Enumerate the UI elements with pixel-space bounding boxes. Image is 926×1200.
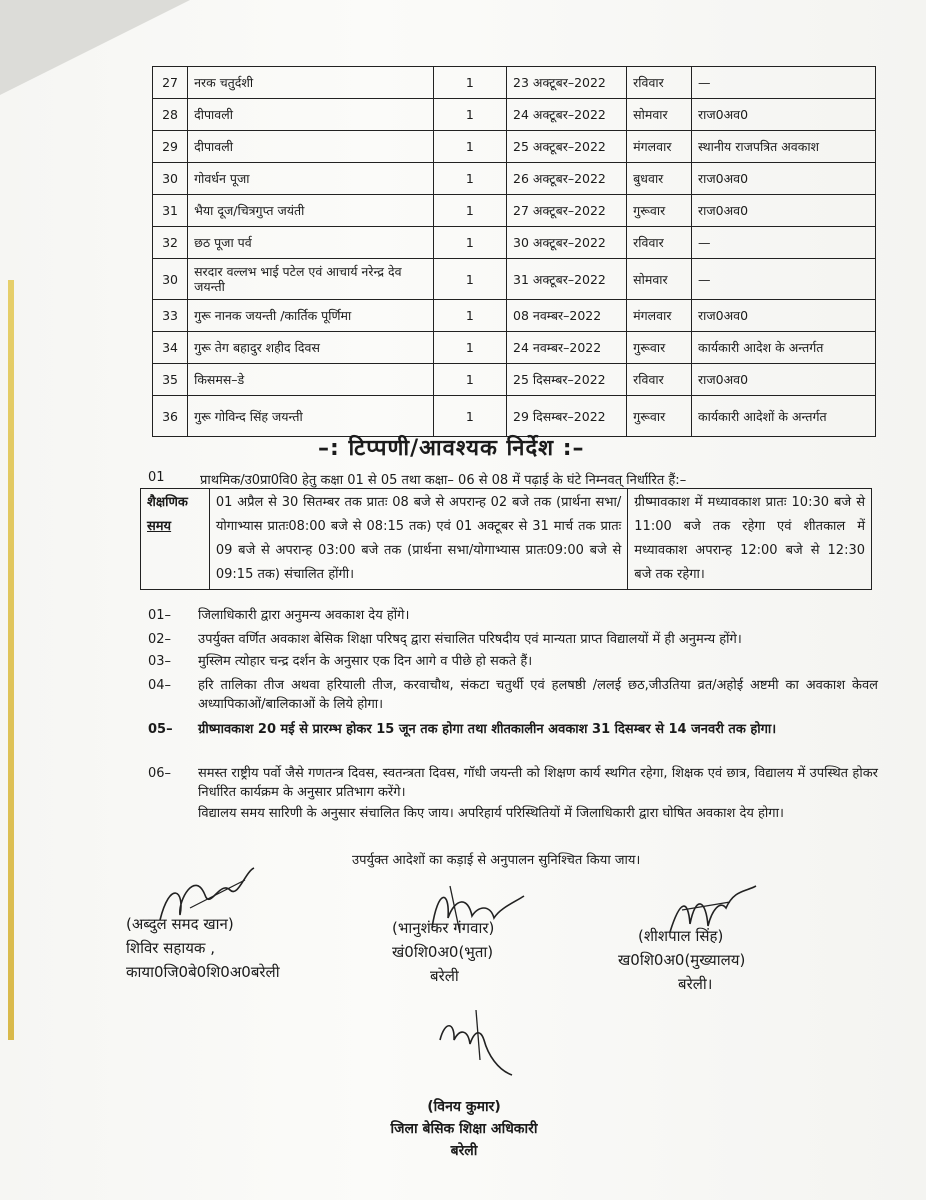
holiday-date: 24 नवम्बर–2022: [507, 332, 627, 364]
holiday-number: 28: [153, 99, 188, 131]
holiday-date: 23 अक्टूबर–2022: [507, 67, 627, 99]
holiday-days: 1: [433, 300, 506, 332]
holiday-date: 24 अक्टूबर–2022: [507, 99, 627, 131]
schedule-label: [141, 489, 210, 590]
table-row: [153, 396, 876, 437]
signatory-office: बरेली: [430, 967, 459, 985]
holiday-days: 1: [433, 163, 506, 195]
holiday-days: 1: [433, 227, 506, 259]
holiday-name: भैया दूज/चित्रगुप्त जयंती: [188, 195, 434, 227]
holiday-name: किसमस–डे: [188, 364, 434, 396]
note-number: 04–: [148, 678, 172, 693]
final-signatory-name: (विनय कुमार): [427, 1099, 501, 1115]
note-number: 03–: [148, 654, 172, 669]
page-edge-strip: [8, 280, 14, 1040]
holiday-weekday: बुधवार: [627, 163, 692, 195]
table-row: [153, 364, 876, 396]
holiday-number: 35: [153, 364, 188, 396]
holiday-remark: —: [692, 227, 876, 259]
table-row: [153, 195, 876, 227]
holiday-name: गुरू गोविन्द सिंह जयन्ती: [188, 396, 434, 437]
holiday-name: गुरू नानक जयन्ती /कार्तिक पूर्णिमा: [188, 300, 434, 332]
signatory-designation: ख0शि0अ0(मुख्यालय): [618, 951, 746, 969]
schedule-timing: 01 अप्रैल से 30 सितम्बर तक प्रातः 08 बजे से अपरान्ह 02 बजे तक (प्रार्थना सभा/योगाभ्यास प्रातः08:00 बजे से 08:15 तक) एवं 01 अक्टूबर से 31 मार्च तक प्रातः 09 बजे से अपरान्ह 03:00 बजे तक (प्रार्थना सभा/योगाभ्यास प्रातः09:00 बजे से 09:15 तक) संचालित होंगी।: [209, 489, 627, 590]
holiday-days: 1: [433, 131, 506, 163]
holiday-weekday: मंगलवार: [627, 300, 692, 332]
holiday-name: गोवर्धन पूजा: [188, 163, 434, 195]
holiday-date: 27 अक्टूबर–2022: [507, 195, 627, 227]
note-text: हरि तालिका तीज अथवा हरियाली तीज, करवाचौथ, संकटा चतुर्थी एवं हलषष्ठी /ललई छठ,जीउतिया व्रत/अहोई अष्टमी का अवकाश केवल अध्यापिकाओं/बालिकाओं के लिये होगा।: [198, 678, 878, 712]
holiday-date: 31 अक्टूबर–2022: [507, 259, 627, 300]
holiday-number: 27: [153, 67, 188, 99]
note-number: 01–: [148, 608, 172, 623]
holiday-remark: स्थानीय राजपत्रित अवकाश: [692, 131, 876, 163]
holiday-remark: राज0अव0: [692, 195, 876, 227]
notes-heading: –: टिप्पणी/आवश्यक निर्देश :–: [318, 436, 585, 461]
note-number: 06–: [148, 766, 172, 781]
table-row: [153, 131, 876, 163]
holiday-date: 25 अक्टूबर–2022: [507, 131, 627, 163]
holiday-weekday: गुरूवार: [627, 332, 692, 364]
holiday-remark: राज0अव0: [692, 163, 876, 195]
table-row: [153, 67, 876, 99]
signature-scribble-4: [430, 1000, 520, 1080]
holiday-date: 08 नवम्बर–2022: [507, 300, 627, 332]
holiday-number: 29: [153, 131, 188, 163]
holiday-number: 36: [153, 396, 188, 437]
holiday-days: 1: [433, 99, 506, 131]
holiday-weekday: रविवार: [627, 67, 692, 99]
holiday-weekday: रविवार: [627, 364, 692, 396]
holiday-remark: राज0अव0: [692, 99, 876, 131]
note-number: 01: [148, 470, 165, 485]
final-signatory-block: [364, 1096, 564, 1162]
table-row: [153, 227, 876, 259]
holiday-number: 32: [153, 227, 188, 259]
signatory-office: बरेली।: [678, 975, 713, 993]
table-row: [153, 163, 876, 195]
holiday-remark: —: [692, 67, 876, 99]
note-number: 02–: [148, 632, 172, 647]
holiday-days: 1: [433, 259, 506, 300]
holiday-days: 1: [433, 332, 506, 364]
holiday-remark: कार्यकारी आदेशों के अन्तर्गत: [692, 396, 876, 437]
note-text-continued: विद्यालय समय सारिणी के अनुसार संचालित किए जाय। अपरिहार्य परिस्थितियों में जिलाधिकारी द्वारा घोषित अवकाश देय होगा।: [198, 806, 784, 821]
holiday-number: 33: [153, 300, 188, 332]
holiday-remark: राज0अव0: [692, 364, 876, 396]
holiday-name: सरदार वल्लभ भाई पटेल एवं आचार्य नरेन्द्र देव जयन्ती: [188, 259, 434, 300]
note-text: मुस्लिम त्योहार चन्द्र दर्शन के अनुसार एक दिन आगे व पीछे हो सकते हैं।: [198, 654, 533, 669]
holiday-weekday: गुरूवार: [627, 195, 692, 227]
holiday-days: 1: [433, 195, 506, 227]
final-signatory-office: बरेली: [450, 1143, 478, 1159]
school-timing-table: [140, 488, 872, 590]
holiday-number: 30: [153, 259, 188, 300]
signatory-block: [392, 916, 494, 988]
table-row: [153, 259, 876, 300]
note-text: प्राथमिक/उ0प्रा0वि0 हेतु कक्षा 01 से 05 तथा कक्षा– 06 से 08 में पढ़ाई के घंटे निम्नवत् निर्धारित हैं:–: [200, 473, 687, 488]
closing-instruction: उपर्युक्त आदेशों का कड़ाई से अनुपालन सुनिश्चित किया जाय।: [352, 853, 641, 868]
holiday-date: 29 दिसम्बर–2022: [507, 396, 627, 437]
holiday-name: नरक चतुर्दशी: [188, 67, 434, 99]
holiday-name: गुरू तेग बहादुर शहीद दिवस: [188, 332, 434, 364]
note-text: जिलाधिकारी द्वारा अनुमन्य अवकाश देय होंगे।: [198, 608, 410, 623]
holiday-weekday: रविवार: [627, 227, 692, 259]
holiday-number: 31: [153, 195, 188, 227]
table-row: [153, 99, 876, 131]
schedule-interval: ग्रीष्मावकाश में मध्यावकाश प्रातः 10:30 बजे से 11:00 बजे तक रहेगा एवं शीतकाल में मध्यावकाश अपरान्ह 12:00 बजे से 12:30 बजे तक रहेगा।: [628, 489, 872, 590]
final-signatory-designation: जिला बेसिक शिक्षा अधिकारी: [390, 1121, 538, 1137]
holiday-table: [152, 66, 876, 437]
note-text: ग्रीष्मावकाश 20 मई से प्रारम्भ होकर 15 जून तक होगा तथा शीतकालीन अवकाश 31 दिसम्बर से 14 जनवरी तक होगा।: [198, 722, 777, 737]
holiday-name: छठ पूजा पर्व: [188, 227, 434, 259]
schedule-label-line: समय: [147, 519, 172, 534]
signatory-designation: शिविर सहायक ,: [126, 939, 215, 957]
note-text: समस्त राष्ट्रीय पर्वो जैसे गणतन्त्र दिवस, स्वतन्त्रता दिवस, गॉधी जयन्ती को शिक्षण कार्य स्थगित रहेगा, शिक्षक एवं छात्र, विद्यालय में उपस्थित होकर निर्धारित कार्यक्रम के अनुसार प्रतिभाग करेंगे।: [198, 766, 878, 800]
holiday-remark: —: [692, 259, 876, 300]
note-text: उपर्युक्त वर्णित अवकाश बेसिक शिक्षा परिषद् द्वारा संचालित परिषदीय एवं मान्यता प्राप्त विद्यालयों में ही अनुमन्य होंगे।: [198, 632, 742, 647]
holiday-weekday: सोमवार: [627, 99, 692, 131]
holiday-weekday: सोमवार: [627, 259, 692, 300]
holiday-date: 26 अक्टूबर–2022: [507, 163, 627, 195]
table-row: [153, 332, 876, 364]
holiday-number: 30: [153, 163, 188, 195]
signatory-block: [126, 912, 280, 984]
signatory-name: (शीशपाल सिंह): [638, 927, 724, 945]
signatory-name: (अब्दुल समद खान): [126, 915, 234, 933]
holiday-number: 34: [153, 332, 188, 364]
holiday-days: 1: [433, 396, 506, 437]
note-number: 05–: [148, 722, 173, 737]
signatory-block: [618, 924, 746, 996]
holiday-days: 1: [433, 364, 506, 396]
holiday-remark: राज0अव0: [692, 300, 876, 332]
holiday-weekday: गुरूवार: [627, 396, 692, 437]
table-row: [141, 489, 872, 590]
holiday-name: दीपावली: [188, 131, 434, 163]
holiday-date: 30 अक्टूबर–2022: [507, 227, 627, 259]
signatory-name: (भानुशंकर गंगवार): [392, 919, 495, 937]
holiday-date: 25 दिसम्बर–2022: [507, 364, 627, 396]
schedule-label-line: शैक्षणिक: [147, 495, 188, 510]
holiday-weekday: मंगलवार: [627, 131, 692, 163]
signatory-office: काया0जि0बे0शि0अ0बरेली: [126, 963, 280, 981]
holiday-name: दीपावली: [188, 99, 434, 131]
holiday-days: 1: [433, 67, 506, 99]
table-row: [153, 300, 876, 332]
holiday-remark: कार्यकारी आदेश के अन्तर्गत: [692, 332, 876, 364]
signatory-designation: खं0शि0अ0(भुता): [392, 943, 494, 961]
